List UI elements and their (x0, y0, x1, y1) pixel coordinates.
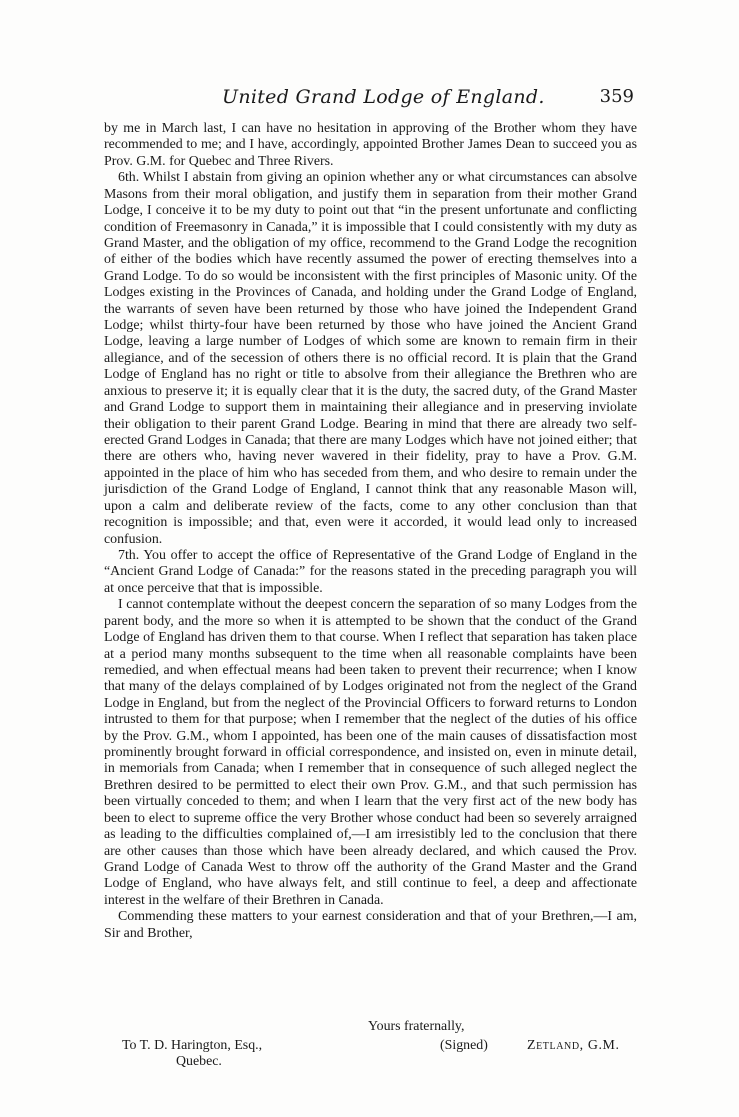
paragraph-seventh: 7th. You offer to accept the office of Representative of the Grand Lodge of England in the “Ancient Grand Lodge of Canada:” for the reasons stated in the preceding paragraph you will at once perceive that that is impossible. (104, 547, 637, 596)
signer-name: Zetland, G.M. (527, 1038, 620, 1053)
page-header (104, 86, 634, 112)
signature-block (104, 1019, 637, 1069)
addressee-city: Quebec. (176, 1054, 222, 1069)
signed-label: (Signed) (440, 1038, 488, 1053)
paragraph-sixth: 6th. Whilst I abstain from giving an opinion whether any or what circumstances can absolve Masons from their moral obligation, and justify them in separation from their mother Grand Lodge, I conceive it to be my duty to point out that “in the present unfortunate and conflicting condition of Freemasonry in Canada,” it is impossible that I could consistently with my duty as Grand Master, and the obligation of my office, recommend to the Grand Lodge the recognition of either of the bodies which have recently assumed the power of erecting themselves into a Grand Lodge. To do so would be inconsistent with the first principles of Masonic unity. Of the Lodges existing in the Provinces of Canada, and holding under the Grand Lodge of England, the warrants of seven have been returned by those who have joined the Independent Grand Lodge; whilst thirty-four have been returned by those who have joined the Ancient Grand Lodge, leaving a large number of Lodges of which some are known to remain firm in their allegiance, and of the secession of others there is no official record. It is plain that the Grand Lodge of England has no right or title to absolve from their allegiance the Brethren who are anxious to preserve it; it is equally clear that it is the duty, the sacred duty, of the Grand Master and Grand Lodge to support them in maintaining their allegiance and in preserving inviolate their obligation to their parent Grand Lodge. Bearing in mind that there are already two self-erected Grand Lodges in Canada; that there are many Lodges which have not joined either; that there are others who, having never wavered in their fidelity, pray to have a Prov. G.M. appointed in the place of him who has seceded from them, and who desire to remain under the jurisdiction of the Grand Lodge of England, I cannot think that any reasonable Mason will, upon a calm and deliberate review of the facts, come to any other conclusion than that recognition is impossible; and that, even were it accorded, it would lead only to increased confusion. (104, 170, 637, 547)
page-number: 359 (599, 86, 634, 107)
letter-body (104, 121, 637, 942)
paragraph-concern: I cannot contemplate without the deepest concern the separation of so many Lodges from the parent body, and the more so when it is attempted to be shown that the conduct of the Grand Lodge of England has driven them to that course. When I reflect that separation has taken place at a period many months subsequent to the time when all reasonable complaints have been remedied, and when effectual means had been taken to prevent their recurrence; when I know that many of the delays complained of by Lodges originated not from the neglect of the Grand Lodge in England, but from the neglect of the Provincial Officers to forward returns to London intrusted to them for that purpose; when I remember that the neglect of the duties of his office by the Prov. G.M., whom I appointed, has been one of the main causes of dissatisfaction most prominently brought forward in official correspondence, and insisted on, even in minute detail, in memorials from Canada; when I remember that in consequence of such alleged neglect the Brethren desired to be permitted to elect their own Prov. G.M., and that such permission has been virtually conceded to them; and when I learn that the very first act of the new body has been to elect to supreme office the very Brother whose conduct had been so severely arraigned as leading to the difficulties complained of,—I am irresistibly led to the conclusion that there are other causes than those which have been already declared, and which caused the Prov. Grand Lodge of Canada West to throw off the authority of the Grand Master and the Grand Lodge of England, who have always felt, and still continue to feel, a deep and affectionate interest in the welfare of their Brethren in Canada. (104, 597, 637, 908)
running-title: United Grand Lodge of England. (222, 86, 545, 108)
valediction: Yours fraternally, (368, 1019, 465, 1034)
paragraph-continuation: by me in March last, I can have no hesitation in approving of the Brother whom they have recommended to me; and I have, accordingly, appointed Brother James Dean to succeed you as Prov. G.M. for Quebec and Three Rivers. (104, 121, 637, 169)
closing-salutation: Commending these matters to your earnest consideration and that of your Brethren,—I am, Sir and Brother, (104, 909, 637, 941)
addressee: To T. D. Harington, Esq., (122, 1038, 263, 1053)
